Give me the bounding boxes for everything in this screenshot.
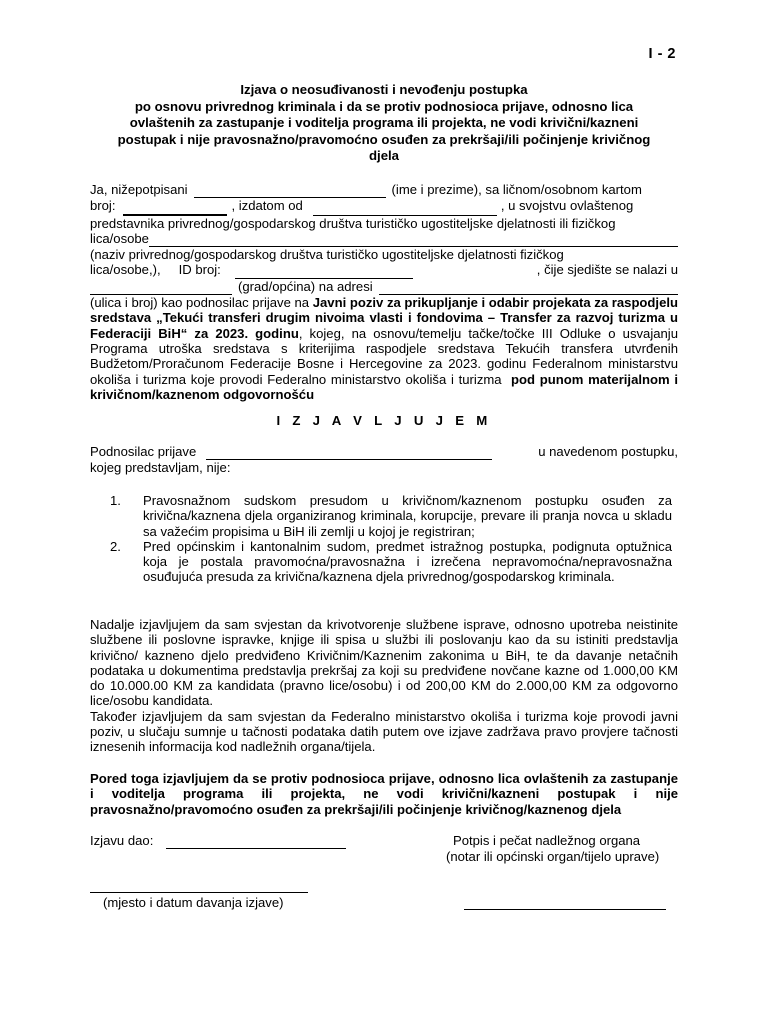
title-line: postupak i nije pravosnažno/pravomoćno osuđen za prekršaji/ili počinjenje krivičnog <box>117 131 651 147</box>
city-field[interactable] <box>90 279 232 295</box>
intro-text: , čije sjedište se nalazi u <box>536 262 678 278</box>
list-item <box>106 539 672 585</box>
authority-label: (notar ili općinski organ/tijelo uprave) <box>446 849 660 864</box>
name-field[interactable] <box>194 182 386 198</box>
issued-by-field[interactable] <box>313 198 497 215</box>
list-text: Pravosnažnom sudskom presudom u krivičnom/kaznenom postupku osuđen za krivična/kaznena djela organiziranog kriminala, korupcije, prevare ili pranja novca u skladu sa važećim propisima u BiH ili zemlji u kojoj je registriran; <box>143 493 672 539</box>
declaration-heading: I Z J A V L J U J E M <box>276 413 492 428</box>
list-item <box>106 493 672 539</box>
awareness-text: Nadalje izjavljujem da sam svjestan da krivotvorenje službene isprave, odnosno upotreba neistinite službene ili poslovne ispravke, knjige ili spisa u službi ili poslovanju kao da su istiniti predstavlja krivično/ kazneno djelo predviđeno Krivičnim/Kaznenim zakonima u BiH, te da davanje netačnih podataka u dokumentima predstavlja prekršaj za koji su predviđene novčane kazne od 1.000,00 KM do 10.000.00 KM za kandidata (pravno lice/osobu) i od 200,00 KM do 2.000,00 KM za odgovorno lice/osobu kandidata. <box>90 617 678 709</box>
intro-text: , u svojstvu ovlaštenog <box>500 198 634 214</box>
id-card-number-field[interactable] <box>123 198 227 215</box>
declaration-list <box>106 493 672 585</box>
intro-text: predstavnika privrednog/gospodarskog društva turističko ugostiteljske djelatnosti ili fizičkog <box>90 215 616 231</box>
intro-text: (naziv privrednog/gospodarskog društva turističko ugostiteljske djelatnosti fizičkog <box>90 247 564 263</box>
intro-text: , kojeg, na osnovu/temelju tačke/točke III Odluke o usvajanju Programa utroška sredstava s kriterijima raspodjele sredstava Tekućih transfera utvrđenih Budžetom/Proračunom Federacije Bosne i Hercegovine za 2023. godinu Federalnom ministarstvu okoliša i turizma koje provodi Federalno ministarstvo okoliša i turizma <box>90 325 678 387</box>
intro-text: lica/osobe <box>90 230 149 246</box>
final-statement: Pored toga izjavljujem da se protiv podnosioca prijave, odnosno lica ovlaštenih za zastupanje i voditelja programa ili projekta, ne vodi krivični/kazneni postupak i nije pravosnažno/pravomoćno osuđen za prekršaji/ili počinjenje krivičnog/kaznenog djela <box>90 771 678 817</box>
awareness-text-2: Također izjavljujem da sam svjestan da Federalno ministarstvo okoliša i turizma koje provodi javni poziv, u slučaju sumnje u tačnosti podataka datih putem ove izjave zadržava pravo provjere tačnosti iznesenih informacija kod nadležnih organa/tijela. <box>90 708 678 755</box>
applicant-field[interactable] <box>206 444 492 460</box>
list-text: Pred općinskim i kantonalnim sudom, predmet istražnog postupka, podignuta optužnica koja je postala pravomoćna/pravosnažna i izrečena nepravomoćna/nepravosnažna osuđujuća presuda za krivična/kaznena djela privrednog/gospodarskog kriminala. <box>143 538 672 585</box>
place-date-field[interactable] <box>90 878 308 893</box>
intro-paragraph <box>90 182 678 402</box>
company-name-field[interactable] <box>149 231 678 247</box>
intro-text: (ime i prezime), sa ličnom/osobnom kartom <box>391 182 642 197</box>
applicant-suffix: u navedenom postupku, <box>538 444 678 459</box>
signature-field[interactable] <box>464 895 666 910</box>
title-line: po osnovu privrednog kriminala i da se protiv podnosioca prijave, odnosno lica <box>134 98 634 114</box>
intro-text: Ja, nižepotpisani <box>90 182 188 197</box>
intro-text: (grad/općina) na adresi <box>238 278 373 294</box>
awareness-paragraph <box>90 617 678 755</box>
signature-stamp-label: Potpis i pečat nadležnog organa <box>453 833 641 848</box>
list-number: 1. <box>110 493 121 508</box>
form-reference: I - 2 <box>648 46 676 62</box>
place-date-label: (mjesto i datum davanja izjave) <box>103 895 284 910</box>
intro-text: broj: <box>90 198 116 214</box>
intro-text: (ulica i broj) kao podnosilac prijave na <box>90 295 310 311</box>
applicant-paragraph <box>90 444 678 476</box>
public-call-title: Javni poziv za prikupljanje i odabir projekata za raspodjelu sredstava „Tekući transferi drugim nivoima vlasti i fondovima – Transfer za razvoj turizma u Federaciji BiH“ za 2023. godinu <box>90 295 678 341</box>
title-line: Izjava o neosuđivanosti i nevođenju postupka <box>240 82 528 97</box>
title-line: ovlaštenih za zastupanje i voditelja programa ili projekta, ne vodi krivični/kazneni <box>129 115 639 131</box>
statement-by-label: Izjavu dao: <box>90 833 154 848</box>
statement-by-field[interactable] <box>166 833 346 849</box>
address-field[interactable] <box>379 279 678 295</box>
intro-text: lica/osobe,), <box>90 262 161 278</box>
title-line: djela <box>368 148 400 164</box>
intro-body <box>90 295 678 402</box>
intro-text: ID broj: <box>178 262 221 278</box>
intro-text: , izdatom od <box>231 198 303 214</box>
applicant-line2: kojeg predstavljam, nije: <box>90 460 231 476</box>
liability-text: pod punom materijalnom i krivičnom/kaznenom odgovornošću <box>90 371 678 402</box>
applicant-label: Podnosilac prijave <box>90 444 197 459</box>
id-number-field[interactable] <box>235 262 413 278</box>
document-title <box>90 82 678 165</box>
list-number: 2. <box>110 538 121 554</box>
